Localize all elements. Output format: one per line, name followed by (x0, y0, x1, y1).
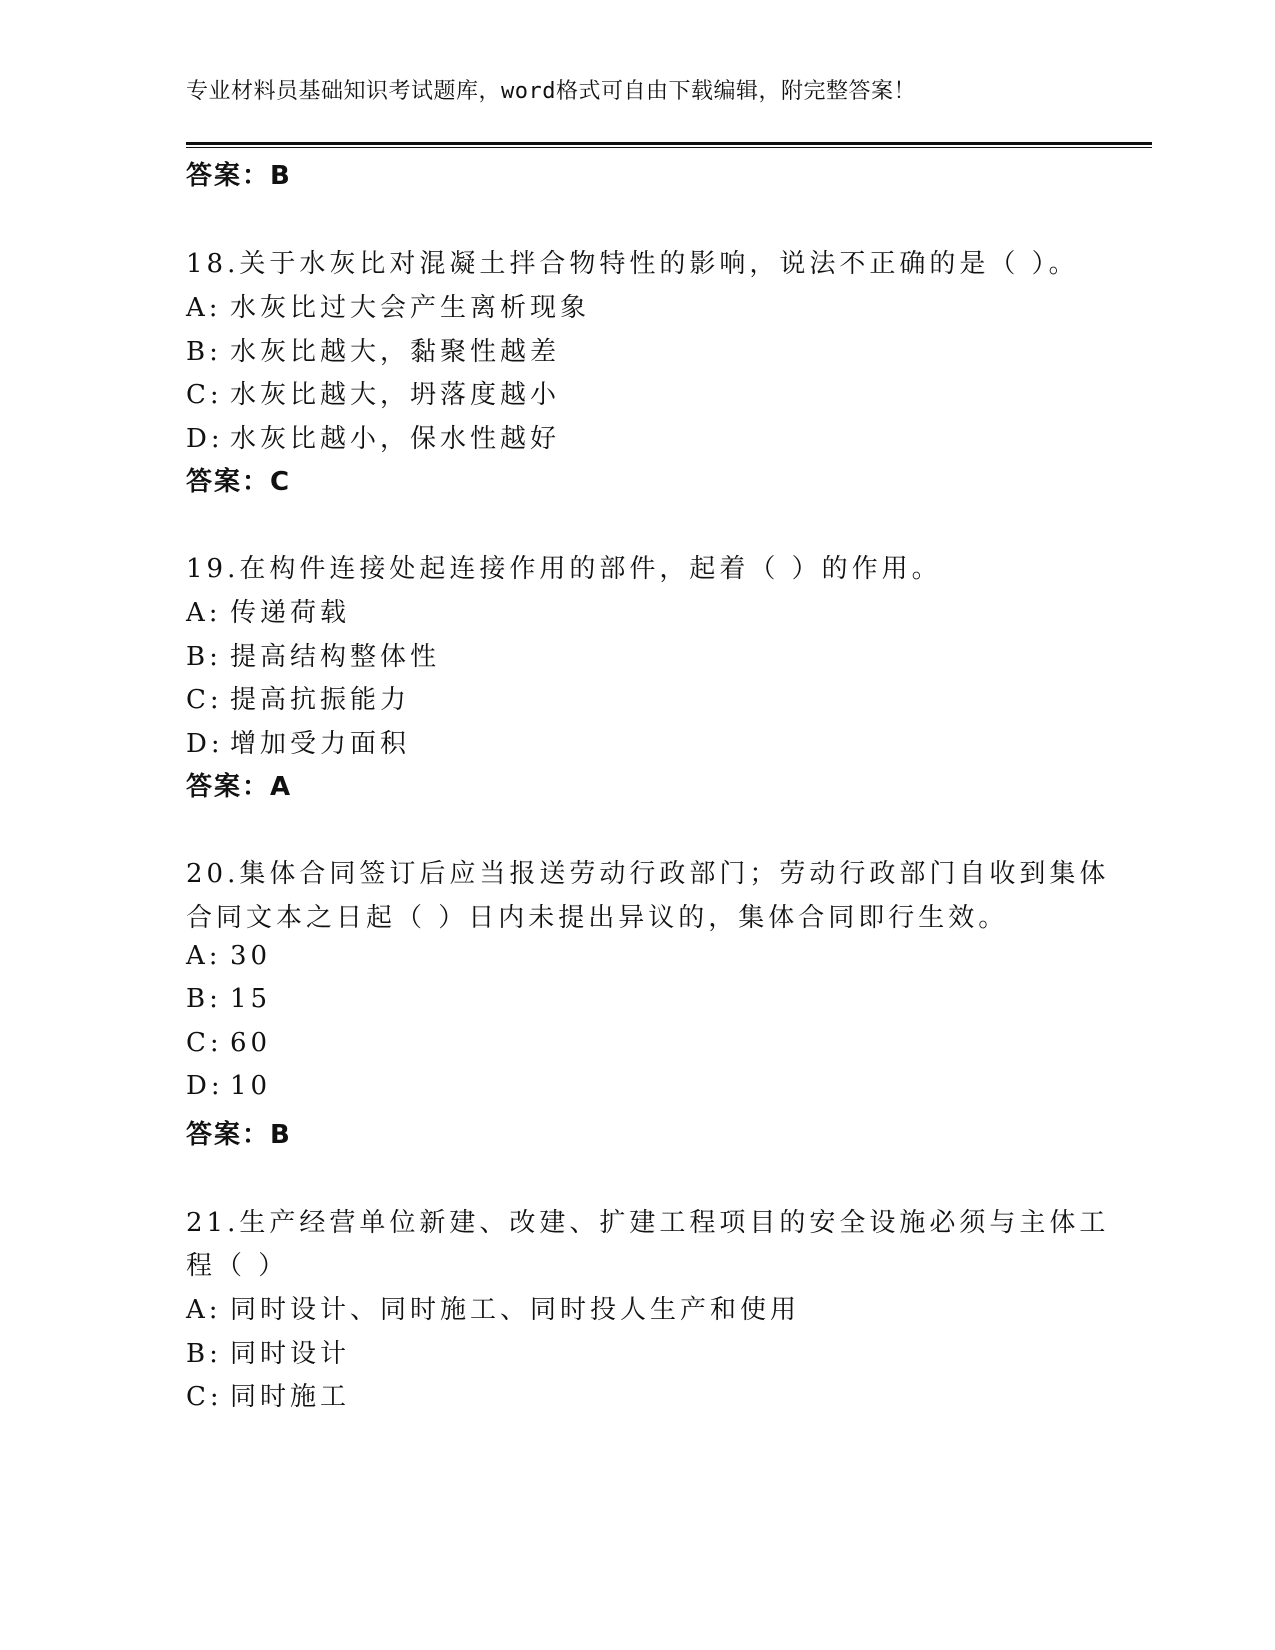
option-text: 同时施工 (230, 1382, 351, 1412)
question-18-option-d (186, 418, 560, 455)
question-18-option-b (186, 331, 560, 368)
option-letter: B: (186, 984, 222, 1014)
option-text: 同时设计、同时施工、同时投人生产和使用 (230, 1295, 801, 1325)
answer-20: 答案：B (186, 1120, 292, 1150)
answer-19: 答案：A (186, 772, 293, 802)
question-18-option-c (186, 374, 560, 411)
option-text: 15 (230, 984, 272, 1014)
option-letter: B: (186, 642, 222, 672)
page-header: 专业材料员基础知识考试题库，word格式可自由下载编辑，附完整答案！ (186, 79, 916, 104)
option-letter: C: (186, 685, 223, 715)
answer-18: 答案：C (186, 467, 292, 497)
question-20-option-a (186, 941, 271, 971)
option-letter: D: (186, 1071, 224, 1101)
question-20-option-c (186, 1028, 271, 1058)
question-19-option-b (186, 636, 440, 673)
option-text: 30 (230, 941, 272, 971)
question-21-stem-line-1: 21.生产经营单位新建、改建、扩建工程项目的安全设施必须与主体工 (186, 1208, 1110, 1238)
option-letter: D: (186, 424, 224, 454)
question-21-option-a (186, 1289, 800, 1326)
header-rule-thick (186, 142, 1152, 145)
option-text: 水灰比越小，保水性越好 (230, 424, 561, 454)
option-text: 水灰比越大，坍落度越小 (230, 380, 561, 410)
option-letter: C: (186, 1382, 223, 1412)
option-letter: A: (186, 1295, 222, 1325)
question-19-option-a (186, 592, 350, 629)
answer-17: 答案：B (186, 161, 292, 191)
option-text: 水灰比过大会产生离析现象 (230, 293, 591, 323)
question-20-option-d (186, 1071, 271, 1101)
option-text: 传递荷载 (230, 598, 351, 628)
question-19-option-d (186, 723, 410, 760)
question-21-option-b (186, 1333, 350, 1370)
header-rule-thin (186, 147, 1152, 148)
question-21-stem-line-2: 程（ ） (186, 1251, 289, 1281)
question-21-option-c (186, 1376, 350, 1413)
question-20-stem-line-1: 20.集体合同签订后应当报送劳动行政部门；劳动行政部门自收到集体 (186, 859, 1110, 889)
option-text: 提高抗振能力 (230, 685, 411, 715)
option-letter: A: (186, 941, 222, 971)
option-text: 增加受力面积 (230, 729, 411, 759)
question-19-option-c (186, 679, 410, 716)
option-letter: C: (186, 380, 223, 410)
question-18-stem: 18.关于水灰比对混凝土拌合物特性的影响，说法不正确的是（ ）。 (186, 249, 1079, 279)
option-letter: B: (186, 1339, 222, 1369)
option-text: 提高结构整体性 (230, 642, 441, 672)
option-text: 60 (230, 1028, 272, 1058)
option-text: 10 (230, 1071, 272, 1101)
option-text: 同时设计 (230, 1339, 351, 1369)
question-20-stem-line-2: 合同文本之日起（ ）日内未提出异议的，集体合同即行生效。 (186, 903, 1009, 933)
question-18-option-a (186, 287, 590, 324)
option-letter: A: (186, 598, 222, 628)
option-letter: B: (186, 337, 222, 367)
option-letter: A: (186, 293, 222, 323)
question-20-option-b (186, 984, 271, 1014)
option-letter: C: (186, 1028, 223, 1058)
option-text: 水灰比越大，黏聚性越差 (230, 337, 561, 367)
question-19-stem: 19.在构件连接处起连接作用的部件，起着（ ）的作用。 (186, 554, 942, 584)
option-letter: D: (186, 729, 224, 759)
